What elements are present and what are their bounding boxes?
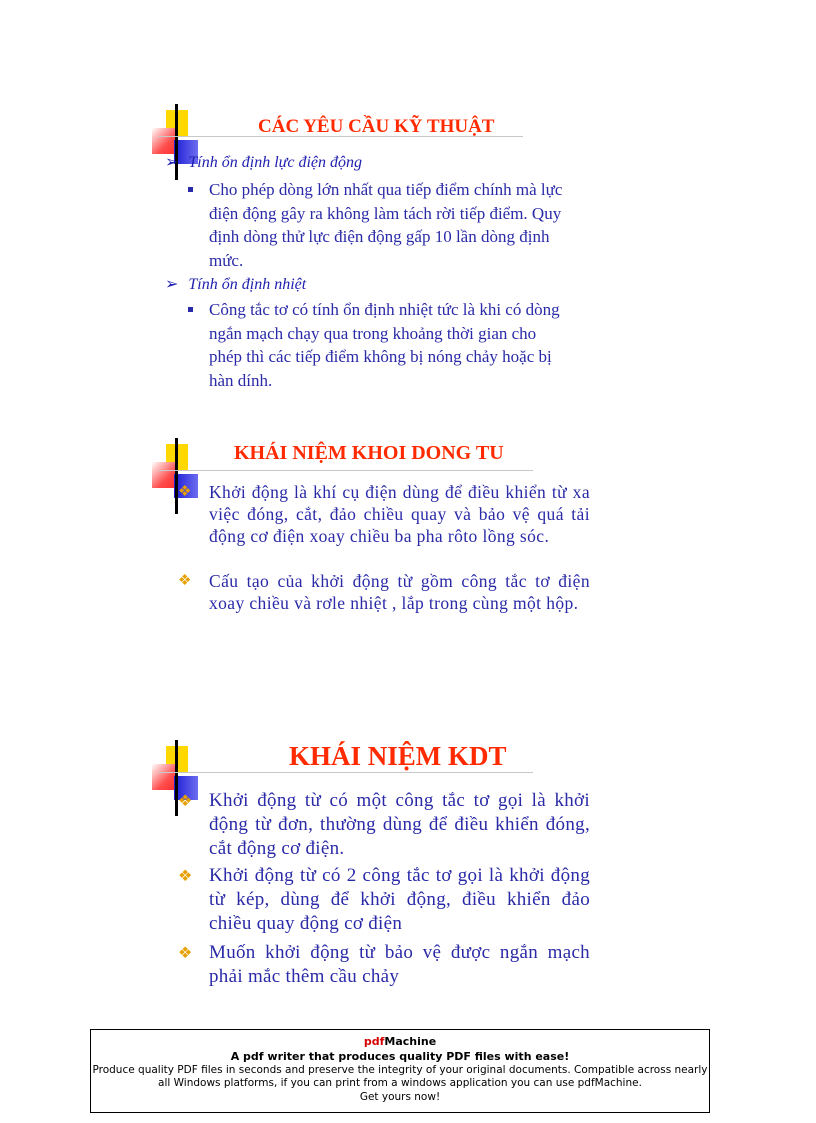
section-title: KHÁI NIỆM KHOI DONG TU [234, 442, 504, 464]
section-title: KHÁI NIỆM KDT [289, 741, 507, 771]
list-item-heading: ➢ Tính ổn định lực điện động [165, 154, 363, 171]
list-item: ❖ Khởi động là khí cụ điện dùng để điều khiển từ xa việc đóng, cắt, đảo chiều quay và bảo vệ quá tải động cơ điện xoay chiều ba pha rôto lồng sóc. [178, 482, 590, 546]
list-item: ❖ Cấu tạo của khởi động từ gồm công tắc tơ điện xoay chiều và rơle nhiệt , lắp trong cùng một hộp. [178, 571, 590, 613]
footer-brand: pdfMachine [363, 1035, 437, 1048]
list-item: Cho phép dòng lớn nhất qua tiếp điểm chính mà lực điện động gây ra không làm tách rời tiếp điểm. Quy định dòng thử lực điện động gấp 10 lần dòng định mức. [188, 178, 568, 272]
diamond-bullet-icon: ❖ [178, 573, 192, 589]
square-bullet-icon [188, 187, 193, 192]
slide-logo-icon [148, 104, 208, 184]
arrow-bullet-icon: ➢ [165, 276, 179, 293]
list-item: ❖ Muốn khởi động từ bảo vệ được ngắn mạch phải mắc thêm cầu chảy [178, 942, 590, 987]
arrow-bullet-icon: ➢ [165, 154, 179, 171]
section-title: CÁC YÊU CẦU KỸ THUẬT [258, 116, 495, 137]
diamond-bullet-icon: ❖ [178, 945, 193, 962]
pdfmachine-footer [90, 1029, 710, 1113]
square-bullet-icon [188, 307, 193, 312]
list-item: Công tắc tơ có tính ổn định nhiệt tức là khi có dòng ngắn mạch chạy qua trong khoảng thời gian cho phép thì các tiếp điểm không bị nóng chảy hoặc bị hàn dính. [188, 298, 568, 392]
footer-tagline: A pdf writer that produces quality PDF files with ease! [230, 1050, 570, 1063]
diamond-bullet-icon: ❖ [178, 793, 193, 810]
footer-description: Produce quality PDF files in seconds and preserve the integrity of your original documents. Compatible across nearly all Windows platforms, if you can print from a windows application you can use pdfMachine. [92, 1064, 708, 1089]
list-item: ❖ Khởi động từ có một công tắc tơ gọi là khởi động từ đơn, thường dùng để điều khiển đóng, cắt động cơ điện. [178, 790, 590, 859]
diamond-bullet-icon: ❖ [178, 484, 192, 500]
footer-cta: Get yours now! [359, 1091, 441, 1103]
diamond-bullet-icon: ❖ [178, 868, 193, 885]
list-item: ❖ Khởi động từ có 2 công tắc tơ gọi là khởi động từ kép, dùng để khởi động, điều khiển đảo chiều quay động cơ điện [178, 865, 590, 934]
list-item-heading: ➢ Tính ổn định nhiệt [165, 276, 307, 293]
